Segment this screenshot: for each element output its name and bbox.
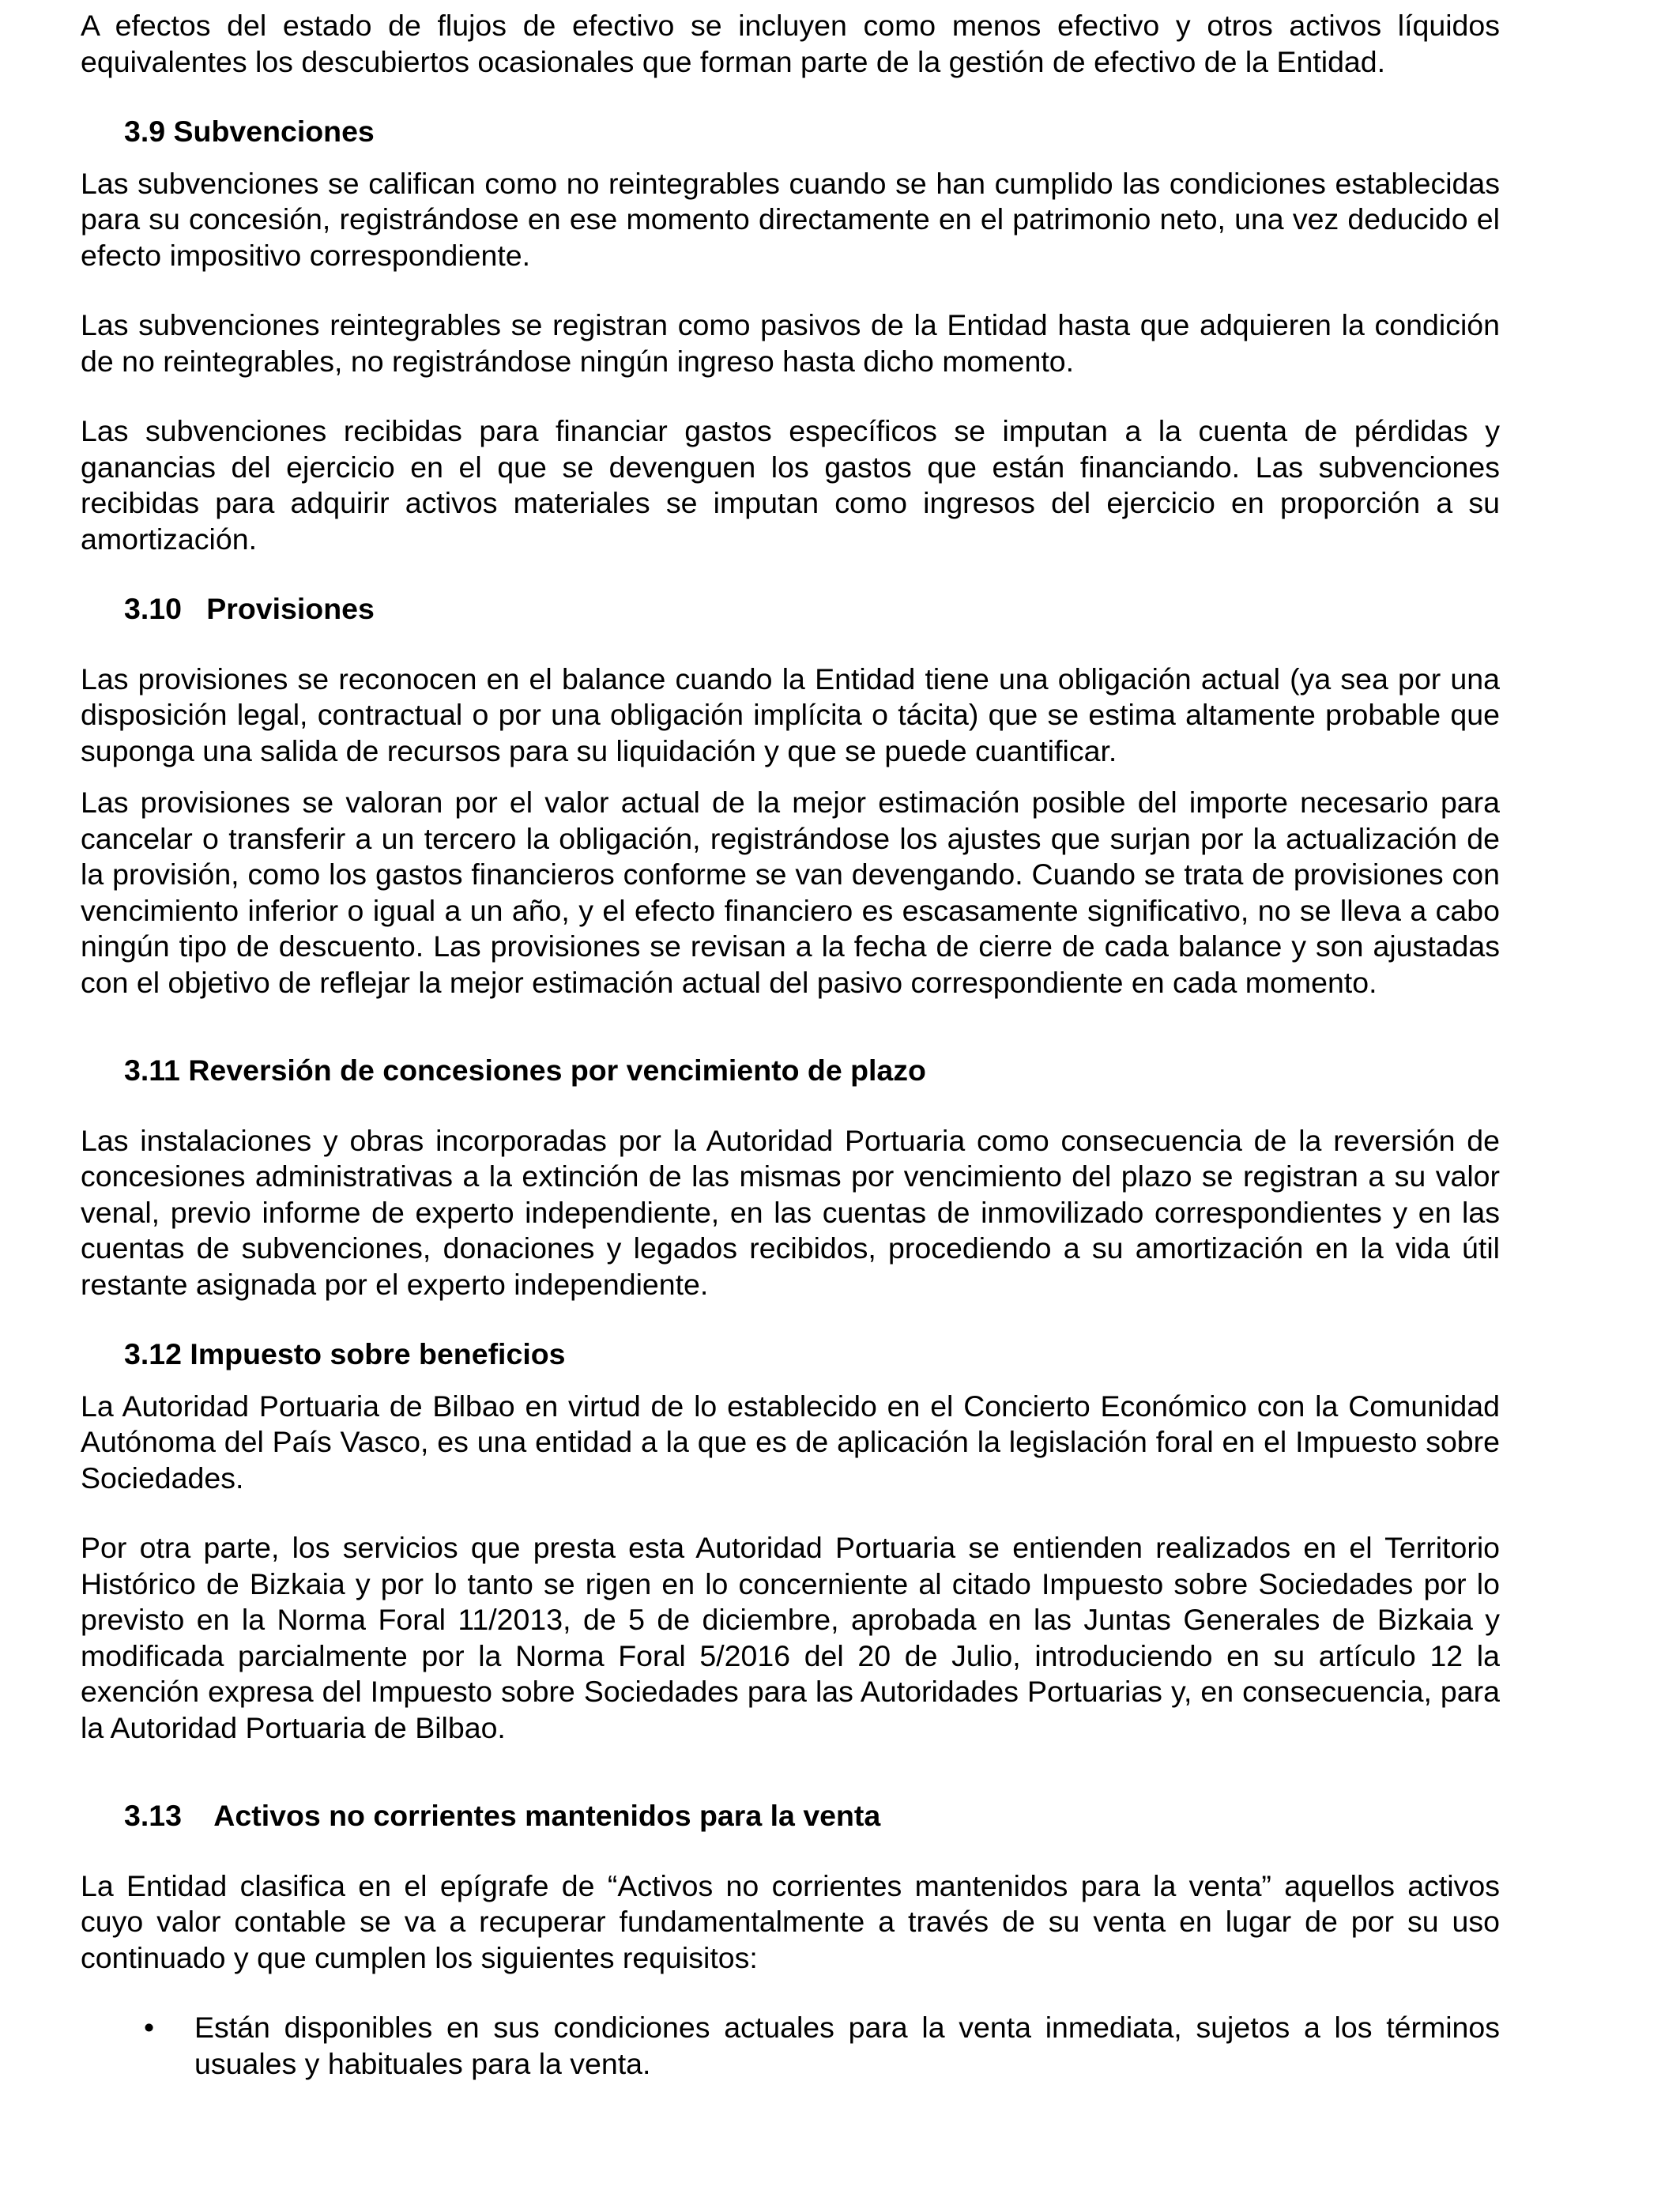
paragraph-3-12-1: La Autoridad Portuaria de Bilbao en virtud de lo establecido en el Concierto Económico con la Comunidad Autónoma del País Vasco, es una entidad a la que es de aplicación la legislación foral en el Impuesto sobre Sociedades.	[81, 1389, 1500, 1495]
heading-3-12-impuesto-beneficios: 3.12 Impuesto sobre beneficios	[124, 1337, 566, 1370]
paragraph-3-9-2: Las subvenciones reintegrables se registran como pasivos de la Entidad hasta que adquieren la condición de no reintegrables, no registrándose ningún ingreso hasta dicho momento.	[81, 308, 1500, 378]
list-item-text: Están disponibles en sus condiciones actuales para la venta inmediata, sujetos a los términos usuales y habituales para la venta.	[194, 2011, 1500, 2080]
paragraph-3-12-2: Por otra parte, los servicios que presta esta Autoridad Portuaria se entienden realizados en el Territorio Histórico de Bizkaia y por lo tanto se rigen en lo concerniente al citado Impuesto sobre Sociedades por lo previsto en la Norma Foral 11/2013, de 5 de diciembre, aprobada en las Juntas Generales de Bizkaia y modificada parcialmente por la Norma Foral 5/2016 del 20 de Julio, introduciendo en su artículo 12 la exención expresa del Impuesto sobre Sociedades para las Autoridades Portuarias y, en consecuencia, para la Autoridad Portuaria de Bilbao.	[81, 1531, 1500, 1744]
paragraph-3-9-1: Las subvenciones se califican como no reintegrables cuando se han cumplido las condiciones establecidas para su concesión, registrándose en ese momento directamente en el patrimonio neto, una vez deducido el efecto impositivo correspondiente.	[81, 166, 1500, 272]
heading-3-9-subvenciones: 3.9 Subvenciones	[124, 115, 375, 148]
heading-3-13-activos-no-corrientes: 3.13 Activos no corrientes mantenidos para la venta	[124, 1799, 881, 1832]
bullet-icon: •	[144, 2011, 155, 2044]
paragraph-3-11-1: Las instalaciones y obras incorporadas por la Autoridad Portuaria como consecuencia de la reversión de concesiones administrativas a la extinción de las mismas por vencimiento del plazo se registran a su valor venal, previo informe de experto independiente, en las cuentas de inmovilizado correspondientes y en las cuentas de subvenciones, donaciones y legados recibidos, procediendo a su amortización en la vida útil restante asignada por el experto independiente.	[81, 1123, 1500, 1301]
heading-3-10-provisiones: 3.10 Provisiones	[124, 592, 375, 625]
paragraph-3-9-3: Las subvenciones recibidas para financiar gastos específicos se imputan a la cuenta de pérdidas y ganancias del ejercicio en el que se devenguen los gastos que están financiando. Las subvenciones recibidas para adquirir activos materiales se imputan como ingresos del ejercicio en proporción a su amortización.	[81, 414, 1500, 556]
paragraph-3-10-1: Las provisiones se reconocen en el balance cuando la Entidad tiene una obligación actual (ya sea por una disposición legal, contractual o por una obligación implícita o tácita) que se estima altamente probable que suponga una salida de recursos para su liquidación y que se puede cuantificar.	[81, 662, 1500, 767]
heading-3-11-reversion-concesiones: 3.11 Reversión de concesiones por vencimiento de plazo	[124, 1054, 926, 1087]
list-item	[142, 2010, 1500, 2082]
paragraph-3-10-2: Las provisiones se valoran por el valor actual de la mejor estimación posible del importe necesario para cancelar o transferir a un tercero la obligación, registrándose los ajustes que surjan por la actualización de la provisión, como los gastos financieros conforme se van devengando. Cuando se trata de provisiones con vencimiento inferior o igual a un año, y el efecto financiero es escasamente significativo, no se lleva a cabo ningún tipo de descuento. Las provisiones se revisan a la fecha de cierre de cada balance y son ajustadas con el objetivo de reflejar la mejor estimación actual del pasivo correspondiente en cada momento.	[81, 786, 1500, 999]
paragraph-3-13-1: La Entidad clasifica en el epígrafe de “Activos no corrientes mantenidos para la venta” aquellos activos cuyo valor contable se va a recuperar fundamentalmente a través de su venta en lugar de por su uso continuado y que cumplen los siguientes requisitos:	[81, 1868, 1500, 1974]
requirements-list	[81, 2010, 1500, 2082]
intro-paragraph: A efectos del estado de flujos de efectivo se incluyen como menos efectivo y otros activos líquidos equivalentes los descubiertos ocasionales que forman parte de la gestión de efectivo de la Entidad.	[81, 9, 1500, 78]
document-page	[81, 8, 1500, 2082]
